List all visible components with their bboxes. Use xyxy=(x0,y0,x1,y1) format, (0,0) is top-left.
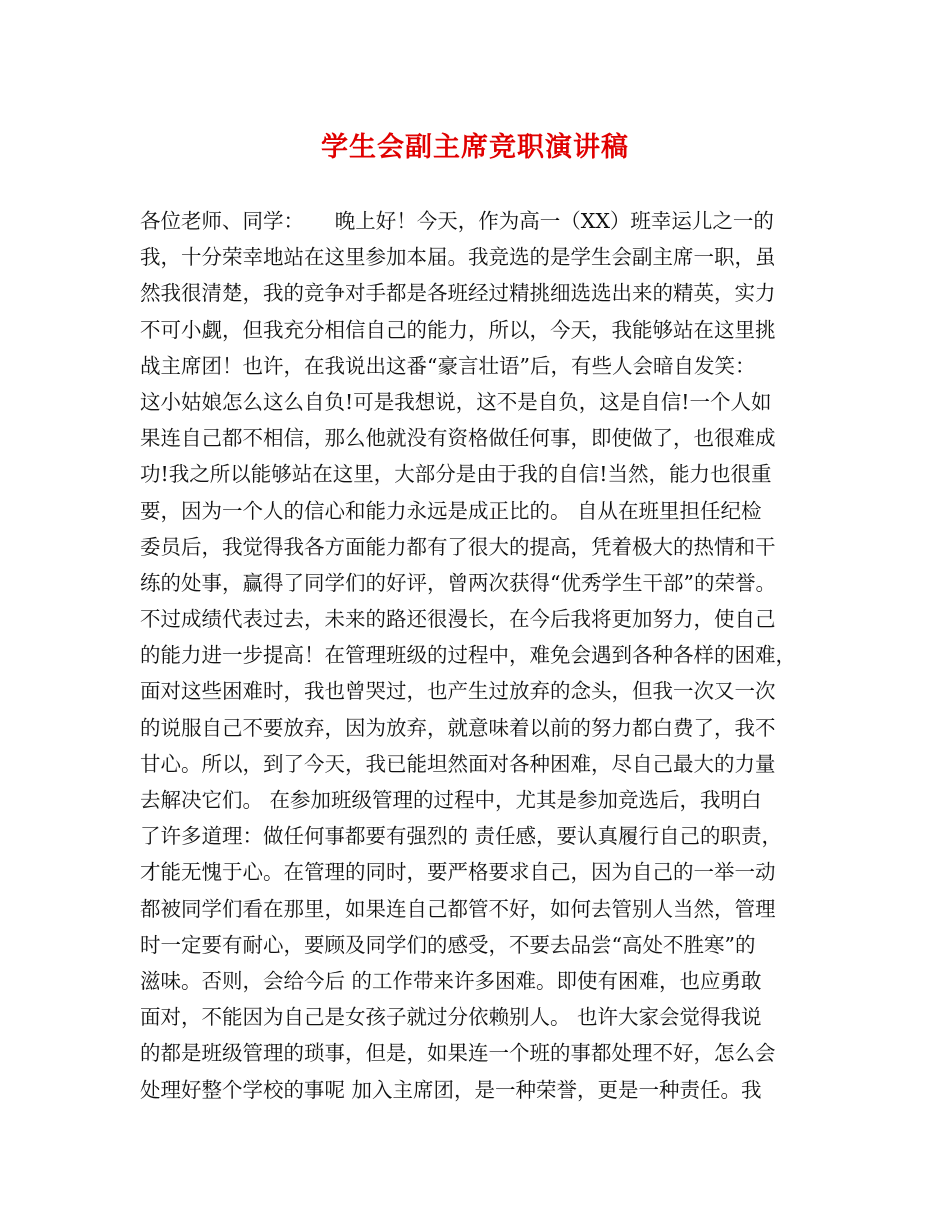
body-line: 的都是班级管理的琐事，但是，如果连一个班的事都处理不好，怎么会 xyxy=(140,1041,776,1066)
body-line: 不过成绩代表过去，未来的路还很漫长，在今后我将更加努力，使自己 xyxy=(140,607,776,632)
body-line: 战主席团！也许，在我说出这番“豪言壮语”后，有些人会暗自发笑： xyxy=(140,353,756,378)
body-line: 然我很清楚，我的竞争对手都是各班经过精挑细选选出来的精英，实力 xyxy=(140,281,776,306)
body-line: 功!我之所以能够站在这里，大部分是由于我的自信!当然，能力也很重 xyxy=(140,462,772,487)
body-line: 滋味。否则，会给今后 的工作带来许多困难。即使有困难，也应勇敢 xyxy=(140,968,762,993)
body-line: 这小姑娘怎么这么自负!可是我想说，这不是自负，这是自信!一个人如 xyxy=(140,389,772,414)
body-line: 各位老师、同学： 晚上好！今天，作为高一（XX）班幸运儿之一的 xyxy=(140,209,774,233)
body-line: 的说服自己不要放弃，因为放弃，就意味着以前的努力都白费了，我不 xyxy=(140,715,776,740)
body-line: 委员后，我觉得我各方面能力都有了很大的提高，凭着极大的热情和干 xyxy=(140,534,776,559)
body-line: 时一定要有耐心，要顾及同学们的感受，不要去品尝“高处不胜寒”的 xyxy=(140,932,756,957)
body-line: 我，十分荣幸地站在这里参加本届。我竞选的是学生会副主席一职，虽 xyxy=(140,245,776,270)
body-line: 了许多道理：做任何事都要有强烈的 责任感，要认真履行自己的职责， xyxy=(140,824,783,849)
document-body xyxy=(140,203,820,1108)
body-line: 面对，不能因为自己是女孩子就过分依赖别人。 也许大家会觉得我说 xyxy=(140,1005,762,1030)
body-line: 都被同学们看在那里，如果连自己都管不好，如何去管别人当然，管理 xyxy=(140,896,776,921)
body-line: 处理好整个学校的事呢 加入主席团，是一种荣誉，更是一种责任。我 xyxy=(140,1077,762,1102)
body-line: 要，因为一个人的信心和能力永远是成正比的。 自从在班里担任纪检 xyxy=(140,498,762,523)
body-line: 面对这些困难时，我也曾哭过，也产生过放弃的念头，但我一次又一次 xyxy=(140,679,776,704)
body-line: 不可小觑，但我充分相信自己的能力，所以，今天，我能够站在这里挑 xyxy=(140,317,776,342)
body-line: 的能力进一步提高！在管理班级的过程中，难免会遇到各种各样的困难， xyxy=(140,643,796,668)
body-line: 才能无愧于心。在管理的同时，要严格要求自己，因为自己的一举一动 xyxy=(140,860,776,885)
body-line: 甘心。所以，到了今天，我已能坦然面对各种困难，尽自己最大的力量 xyxy=(140,751,776,776)
body-line: 练的处事，赢得了同学们的好评，曾两次获得“优秀学生干部”的荣誉。 xyxy=(140,570,776,595)
document-title: 学生会副主席竞职演讲稿 xyxy=(321,132,629,163)
body-line: 去解决它们。 在参加班级管理的过程中，尤其是参加竞选后，我明白 xyxy=(140,788,762,812)
body-line: 果连自己都不相信，那么他就没有资格做任何事，即使做了，也很难成 xyxy=(140,426,776,451)
